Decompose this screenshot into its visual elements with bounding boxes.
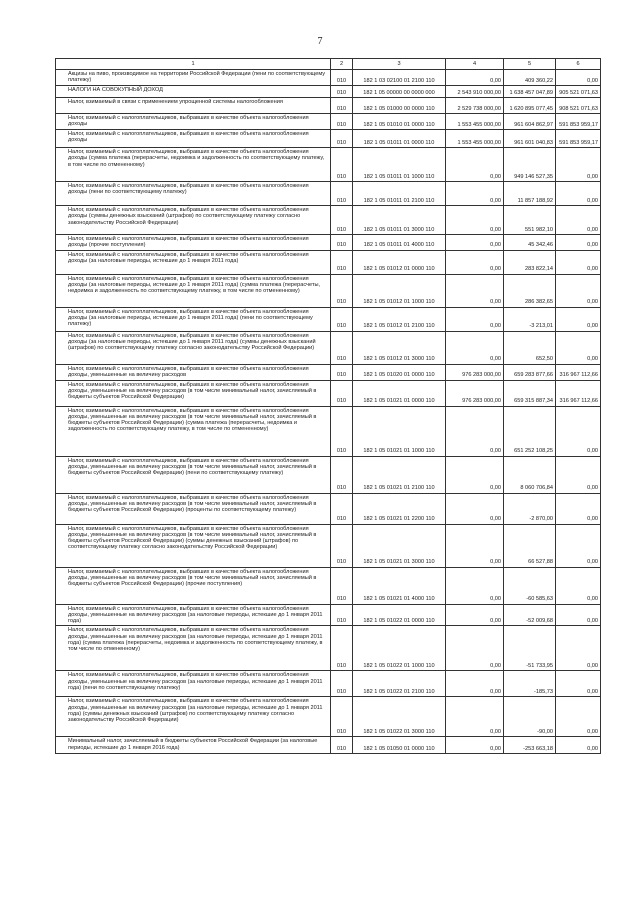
row-kbk-cell: 182 1 05 01022 01 3000 110 [353,697,446,737]
table-row [56,235,601,251]
table-row [56,456,601,493]
row-unexecuted-cell: 0,00 [556,250,601,274]
table-row [56,114,601,130]
row-executed-cell: 949 146 527,35 [504,148,556,182]
row-unexecuted-cell: 316 967 112,66 [556,364,601,380]
column-header: 2 [331,59,353,70]
row-code-cell: 010 [331,331,353,364]
table-row [56,98,601,114]
row-name-cell: Налог, взимаемый с налогоплательщиков, выбравших в качестве объекта налогообложения доходы (за налоговые периоды, истекшие до 1 января 2011 года) (суммы денежных взысканий (штрафов) по соответствующему платежу согласно законодательству Российской Федерации) [56,331,331,364]
row-unexecuted-cell: 0,00 [556,148,601,182]
table-row [56,206,601,235]
row-kbk-cell: 182 1 05 01012 01 2100 110 [353,307,446,331]
row-name-cell: Налог, взимаемый с налогоплательщиков, выбравших в качестве объекта налогообложения доходы, уменьшенные на величину расходов (в том числе минимальный налог, зачисляемый в бюджеты субъектов Российской Федерации) (прочие поступления) [56,567,331,604]
column-header: 4 [446,59,504,70]
table-body [56,70,601,754]
row-approved-cell: 0,00 [446,697,504,737]
row-executed-cell: -60 585,63 [504,567,556,604]
row-approved-cell: 2 543 910 000,00 [446,86,504,98]
table-row [56,626,601,671]
column-header: 3 [353,59,446,70]
row-kbk-cell: 182 1 05 01021 01 2100 110 [353,456,446,493]
row-kbk-cell: 182 1 05 01011 01 1000 110 [353,148,446,182]
row-name-cell: Налог, взимаемый с налогоплательщиков, выбравших в качестве объекта налогообложения доходы (за налоговые периоды, истекшие до 1 января 2011 года) [56,250,331,274]
row-code-cell: 010 [331,737,353,754]
row-approved-cell: 2 529 738 000,00 [446,98,504,114]
column-header: 1 [56,59,331,70]
row-code-cell: 010 [331,406,353,456]
row-approved-cell: 0,00 [446,406,504,456]
row-name-cell: Налог, взимаемый с налогоплательщиков, выбравших в качестве объекта налогообложения доходы, уменьшенные на величину расходов [56,364,331,380]
row-kbk-cell: 182 1 05 01022 01 0000 110 [353,604,446,626]
row-approved-cell: 0,00 [446,70,504,86]
row-name-cell: Налог, взимаемый с налогоплательщиков, выбравших в качестве объекта налогообложения доходы (суммы денежных взысканий (штрафов) по соответствующему платежу согласно законодательству Российской Федерации) [56,206,331,235]
row-unexecuted-cell: 0,00 [556,671,601,697]
row-code-cell: 010 [331,671,353,697]
table-row [56,604,601,626]
income-report-table [55,58,601,754]
row-unexecuted-cell: 0,00 [556,206,601,235]
row-kbk-cell: 182 1 05 01022 01 1000 110 [353,626,446,671]
row-unexecuted-cell: 0,00 [556,626,601,671]
row-kbk-cell: 182 1 05 01012 01 1000 110 [353,274,446,307]
row-approved-cell: 0,00 [446,235,504,251]
row-unexecuted-cell: 0,00 [556,567,601,604]
row-approved-cell: 0,00 [446,274,504,307]
row-name-cell: Налог, взимаемый с налогоплательщиков, выбравших в качестве объекта налогообложения доходы, уменьшенные на величину расходов (в том числе минимальный налог, зачисляемый в бюджеты субъектов Российской Федерации) (суммы денежных взысканий (штрафов) по соответствующему платежу согласно законодательству Российской Федерации) [56,524,331,567]
row-executed-cell: -90,00 [504,697,556,737]
row-name-cell: Налог, взимаемый с налогоплательщиков, выбравших в качестве объекта налогообложения доходы, уменьшенные на величину расходов (в том числе минимальный налог, зачисляемый в бюджеты субъектов Российской Федерации) [56,380,331,406]
row-unexecuted-cell: 0,00 [556,737,601,754]
row-name-cell: Налог, взимаемый с налогоплательщиков, выбравших в качестве объекта налогообложения доходы (прочие поступления) [56,235,331,251]
table-row [56,737,601,754]
row-approved-cell: 0,00 [446,626,504,671]
row-code-cell: 010 [331,456,353,493]
row-approved-cell: 0,00 [446,148,504,182]
row-executed-cell: -3 213,01 [504,307,556,331]
row-unexecuted-cell: 0,00 [556,604,601,626]
row-code-cell: 010 [331,98,353,114]
row-name-cell: Налог, взимаемый с налогоплательщиков, выбравших в качестве объекта налогообложения доходы, уменьшенные на величину расходов (за налоговые периоды, истекшие до 1 января 2011 года) (суммы денежных взысканий (штрафов) по соответствующему платежу согласно законодательству Российской Федерации) [56,697,331,737]
row-name-cell: Налог, взимаемый с налогоплательщиков, выбравших в качестве объекта налогообложения доходы (за налоговые периоды, истекшие до 1 января 2011 года) (пени по соответствующему платежу) [56,307,331,331]
row-code-cell: 010 [331,567,353,604]
row-name-cell: Налог, взимаемый с налогоплательщиков, выбравших в качестве объекта налогообложения доходы (пени по соответствующему платежу) [56,182,331,206]
row-name-cell: Акцизы на пиво, производимое на территории Российской Федерации (пени по соответствующему платежу) [56,70,331,86]
row-approved-cell: 1 553 455 000,00 [446,114,504,130]
table-row [56,697,601,737]
table-row [56,364,601,380]
row-executed-cell: 651 252 108,25 [504,406,556,456]
row-name-cell: Налог, взимаемый в связи с применением упрощенной системы налогообложения [56,98,331,114]
table-row [56,274,601,307]
row-name-cell: Налог, взимаемый с налогоплательщиков, выбравших в качестве объекта налогообложения доходы (сумма платежа (перерасчеты, недоимка и задолженность по соответствующему платежу, в том числе по отмененному) [56,148,331,182]
row-executed-cell: -2 870,00 [504,493,556,524]
row-kbk-cell: 182 1 05 01020 01 0000 110 [353,364,446,380]
row-approved-cell: 0,00 [446,567,504,604]
row-name-cell: Налог, взимаемый с налогоплательщиков, выбравших в качестве объекта налогообложения доходы [56,130,331,148]
row-kbk-cell: 182 1 05 01010 01 0000 110 [353,114,446,130]
row-unexecuted-cell: 0,00 [556,331,601,364]
row-code-cell: 010 [331,70,353,86]
row-executed-cell: -52 009,68 [504,604,556,626]
table-row [56,331,601,364]
row-unexecuted-cell: 0,00 [556,307,601,331]
row-executed-cell: 961 601 040,83 [504,130,556,148]
row-unexecuted-cell: 0,00 [556,524,601,567]
row-code-cell: 010 [331,130,353,148]
row-name-cell: Налог, взимаемый с налогоплательщиков, выбравших в качестве объекта налогообложения доходы, уменьшенные на величину расходов (в том числе минимальный налог, зачисляемый в бюджеты субъектов Российской Федерации) (проценты по соответствующему платежу) [56,493,331,524]
table-row [56,70,601,86]
row-approved-cell: 0,00 [446,206,504,235]
row-code-cell: 010 [331,626,353,671]
row-executed-cell: 659 283 877,66 [504,364,556,380]
row-name-cell: НАЛОГИ НА СОВОКУПНЫЙ ДОХОД [56,86,331,98]
table-row [56,250,601,274]
row-executed-cell: 286 382,65 [504,274,556,307]
row-kbk-cell: 182 1 05 01011 01 3000 110 [353,206,446,235]
row-approved-cell: 0,00 [446,671,504,697]
row-executed-cell: 409 360,22 [504,70,556,86]
table-row [56,671,601,697]
row-unexecuted-cell: 0,00 [556,493,601,524]
row-code-cell: 010 [331,493,353,524]
table-row [56,493,601,524]
row-approved-cell: 0,00 [446,331,504,364]
row-executed-cell: 11 857 188,92 [504,182,556,206]
row-kbk-cell: 182 1 05 01021 01 4000 110 [353,567,446,604]
row-kbk-cell: 182 1 03 02100 01 2100 110 [353,70,446,86]
row-code-cell: 010 [331,148,353,182]
row-kbk-cell: 182 1 05 01021 01 1000 110 [353,406,446,456]
table-row [56,524,601,567]
row-kbk-cell: 182 1 05 01021 01 2200 110 [353,493,446,524]
row-executed-cell: 8 060 706,84 [504,456,556,493]
row-code-cell: 010 [331,114,353,130]
row-executed-cell: 45 342,46 [504,235,556,251]
row-unexecuted-cell: 591 853 959,17 [556,114,601,130]
row-kbk-cell: 182 1 05 01000 00 0000 110 [353,98,446,114]
row-kbk-cell: 182 1 05 01011 01 4000 110 [353,235,446,251]
row-executed-cell: 652,50 [504,331,556,364]
table-row [56,406,601,456]
row-kbk-cell: 182 1 05 01012 01 0000 110 [353,250,446,274]
row-kbk-cell: 182 1 05 01021 01 0000 110 [353,380,446,406]
row-name-cell: Налог, взимаемый с налогоплательщиков, выбравших в качестве объекта налогообложения доходы, уменьшенные на величину расходов (в том числе минимальный налог, зачисляемый в бюджеты субъектов Российской Федерации) (сумма платежа (перерасчеты, недоимка и задолженность по соответствующему платежу, в том числе по отмененному) [56,406,331,456]
row-name-cell: Налог, взимаемый с налогоплательщиков, выбравших в качестве объекта налогообложения доходы, уменьшенные на величину расходов (за налоговые периоды, истекшие до 1 января 2011 года) (пени по соответствующему платежу) [56,671,331,697]
row-executed-cell: 1 620 895 077,45 [504,98,556,114]
row-code-cell: 010 [331,307,353,331]
row-code-cell: 010 [331,697,353,737]
row-code-cell: 010 [331,235,353,251]
row-code-cell: 010 [331,380,353,406]
row-kbk-cell: 182 1 05 01011 01 0000 110 [353,130,446,148]
row-kbk-cell: 182 1 05 01022 01 2100 110 [353,671,446,697]
row-approved-cell: 0,00 [446,493,504,524]
row-kbk-cell: 182 1 05 01012 01 3000 110 [353,331,446,364]
table-row [56,567,601,604]
row-unexecuted-cell: 0,00 [556,274,601,307]
row-executed-cell: -253 663,18 [504,737,556,754]
row-name-cell: Налог, взимаемый с налогоплательщиков, выбравших в качестве объекта налогообложения доходы, уменьшенные на величину расходов (за налоговые периоды, истекшие до 1 января 2011 года) [56,604,331,626]
row-approved-cell: 0,00 [446,307,504,331]
row-kbk-cell: 182 1 05 01050 01 0000 110 [353,737,446,754]
row-executed-cell: -185,73 [504,671,556,697]
row-unexecuted-cell: 0,00 [556,697,601,737]
row-name-cell: Налог, взимаемый с налогоплательщиков, выбравших в качестве объекта налогообложения доходы, уменьшенные на величину расходов (за налоговые периоды, истекшие до 1 января 2011 года) (сумма платежа (перерасчеты, недоимка и задолженность по соответствующему платежу, в том числе по отмененному) [56,626,331,671]
row-unexecuted-cell: 0,00 [556,235,601,251]
row-approved-cell: 976 283 000,00 [446,380,504,406]
row-code-cell: 010 [331,364,353,380]
row-unexecuted-cell: 316 967 112,66 [556,380,601,406]
row-code-cell: 010 [331,524,353,567]
row-code-cell: 010 [331,206,353,235]
row-approved-cell: 0,00 [446,182,504,206]
row-approved-cell: 0,00 [446,456,504,493]
row-name-cell: Налог, взимаемый с налогоплательщиков, выбравших в качестве объекта налогообложения доходы [56,114,331,130]
row-unexecuted-cell: 0,00 [556,406,601,456]
row-code-cell: 010 [331,86,353,98]
table-row [56,380,601,406]
row-unexecuted-cell: 905 521 071,63 [556,86,601,98]
row-code-cell: 010 [331,250,353,274]
row-approved-cell: 976 283 000,00 [446,364,504,380]
row-name-cell: Минимальный налог, зачисляемый в бюджеты субъектов Российской Федерации (за налоговые периоды, истекшие до 1 января 2016 года) [56,737,331,754]
row-name-cell: Налог, взимаемый с налогоплательщиков, выбравших в качестве объекта налогообложения доходы, уменьшенные на величину расходов (в том числе минимальный налог, зачисляемый в бюджеты субъектов Российской Федерации) (пени по соответствующему платежу) [56,456,331,493]
row-kbk-cell: 182 1 05 00000 00 0000 000 [353,86,446,98]
row-unexecuted-cell: 0,00 [556,456,601,493]
row-executed-cell: -51 733,95 [504,626,556,671]
row-approved-cell: 0,00 [446,524,504,567]
row-name-cell: Налог, взимаемый с налогоплательщиков, выбравших в качестве объекта налогообложения доходы (за налоговые периоды, истекшие до 1 января 2011 года) (сумма платежа (перерасчеты, недоимка и задолженность по соответствующему платежу, в том числе по отмененному) [56,274,331,307]
row-unexecuted-cell: 908 521 071,63 [556,98,601,114]
row-code-cell: 010 [331,182,353,206]
column-header: 5 [504,59,556,70]
row-approved-cell: 0,00 [446,737,504,754]
row-unexecuted-cell: 0,00 [556,182,601,206]
table-row [56,86,601,98]
row-executed-cell: 961 604 862,97 [504,114,556,130]
row-approved-cell: 1 553 455 000,00 [446,130,504,148]
row-executed-cell: 283 822,14 [504,250,556,274]
row-kbk-cell: 182 1 05 01021 01 3000 110 [353,524,446,567]
row-executed-cell: 66 527,88 [504,524,556,567]
row-executed-cell: 659 315 887,34 [504,380,556,406]
row-kbk-cell: 182 1 05 01011 01 2100 110 [353,182,446,206]
page-number: 7 [317,36,323,47]
column-header-row [56,59,601,70]
row-executed-cell: 551 982,10 [504,206,556,235]
column-header: 6 [556,59,601,70]
row-unexecuted-cell: 0,00 [556,70,601,86]
row-approved-cell: 0,00 [446,604,504,626]
row-code-cell: 010 [331,604,353,626]
table-row [56,307,601,331]
row-executed-cell: 1 638 457 047,89 [504,86,556,98]
row-approved-cell: 0,00 [446,250,504,274]
table-row [56,182,601,206]
row-code-cell: 010 [331,274,353,307]
table-row [56,148,601,182]
row-unexecuted-cell: 591 853 959,17 [556,130,601,148]
table-row [56,130,601,148]
